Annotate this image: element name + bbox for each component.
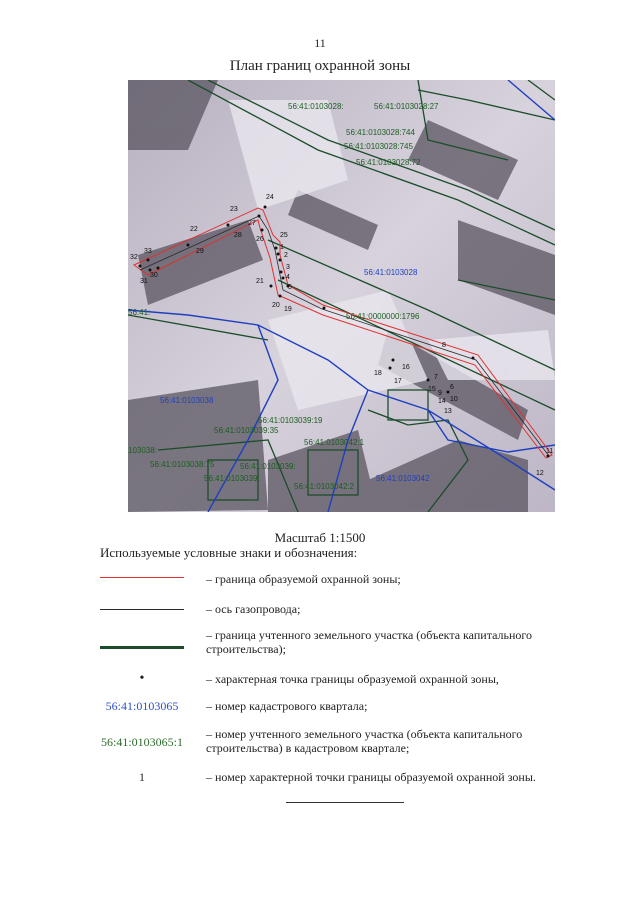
legend-text: – ось газопровода; bbox=[206, 602, 301, 616]
parcel-label: 56:41: bbox=[128, 308, 151, 317]
point-dot-icon: • bbox=[139, 671, 145, 686]
page-number: 11 bbox=[314, 36, 326, 50]
red-line-icon bbox=[100, 577, 184, 578]
point-number: 8 bbox=[442, 342, 446, 349]
point-number: 11 bbox=[546, 448, 554, 455]
parcel-label: 56:41:0103039:35 bbox=[214, 426, 279, 435]
point-number: 21 bbox=[256, 278, 264, 285]
parcel-label: 103038: bbox=[128, 446, 157, 455]
map-canvas bbox=[128, 80, 555, 512]
parcel-label: 56:41:0103028:27 bbox=[374, 102, 439, 111]
point-number: 14 bbox=[438, 398, 446, 405]
legend-text: – номер кадастрового квартала; bbox=[206, 699, 368, 713]
point-number: 1 bbox=[280, 244, 284, 251]
point-number: 22 bbox=[190, 226, 198, 233]
point-number: 3 bbox=[286, 264, 290, 271]
point-number: 5 bbox=[288, 284, 292, 291]
thick-green-line-icon bbox=[100, 646, 184, 649]
legend-text: – номер учтенного земельного участка (объекта капитального строительства) в кадастровом квартале; bbox=[206, 727, 523, 755]
point-number: 29 bbox=[196, 248, 204, 255]
point-number: 9 bbox=[438, 390, 442, 397]
parcel-label: 56:41:0103039: bbox=[204, 474, 260, 483]
point-number: 24 bbox=[266, 194, 274, 201]
parcel-label: 56:41:0103028: bbox=[288, 102, 344, 111]
point-number: 7 bbox=[434, 374, 438, 381]
quarter-label: 56:41:0103042 bbox=[376, 474, 430, 483]
page-title: План границ охранной зоны bbox=[229, 58, 411, 74]
parcel-label: 56:41:0103042:2 bbox=[294, 482, 355, 491]
legend-symbol: 1 bbox=[139, 770, 145, 784]
point-number: 31 bbox=[140, 278, 148, 285]
point-number: 30 bbox=[150, 272, 158, 279]
parcel-label: 56:41:0000000:1796 bbox=[346, 312, 420, 321]
point-number: 2 bbox=[284, 252, 288, 259]
point-number: 26 bbox=[256, 236, 264, 243]
point-number: 28 bbox=[234, 232, 242, 239]
legend-text: – граница образуемой охранной зоны; bbox=[206, 572, 401, 586]
quarter-label: 56:41:0103028 bbox=[364, 268, 418, 277]
point-number: 25 bbox=[280, 232, 288, 239]
point-number: 19 bbox=[284, 306, 292, 313]
point-number: 33 bbox=[144, 248, 152, 255]
point-number: 32 bbox=[130, 254, 138, 261]
parcel-label: 56:41:0103039:19 bbox=[258, 416, 323, 425]
point-number: 17 bbox=[394, 378, 402, 385]
point-number: 27 bbox=[248, 220, 256, 227]
parcel-label: 56:41:0103028:745 bbox=[344, 142, 413, 151]
point-number: 12 bbox=[536, 470, 544, 477]
legend-text: – характерная точка границы образуемой охранной зоны, bbox=[206, 672, 499, 686]
point-number: 16 bbox=[402, 364, 410, 371]
legend-text: – граница учтенного земельного участка (объекта капитального строительства); bbox=[206, 628, 533, 656]
point-number: 15 bbox=[428, 386, 436, 393]
quarter-label: 56:41:0103038 bbox=[160, 396, 214, 405]
parcel-label: 56:41:0103039: bbox=[240, 462, 296, 471]
parcel-label: 56:41:0103038:75 bbox=[150, 460, 215, 469]
map-scale: Масштаб 1:1500 bbox=[274, 530, 366, 545]
point-number: 23 bbox=[230, 206, 238, 213]
point-number: 20 bbox=[272, 302, 280, 309]
parcel-label: 56:41:0103042:1 bbox=[304, 438, 365, 447]
point-number: 18 bbox=[374, 370, 382, 377]
thin-line-icon bbox=[100, 609, 184, 610]
legend-symbol: 56:41:0103065 bbox=[105, 699, 179, 713]
parcel-label: 56:41:0103028:72 bbox=[356, 158, 421, 167]
point-number: 10 bbox=[450, 396, 458, 403]
point-number: 6 bbox=[450, 384, 454, 391]
point-number: 4 bbox=[286, 274, 290, 281]
point-number: 13 bbox=[444, 408, 452, 415]
legend-title: Используемые условные знаки и обозначения: bbox=[100, 545, 358, 560]
map-image bbox=[128, 80, 555, 512]
parcel-label: 56:41:0103028:744 bbox=[346, 128, 415, 137]
legend-text: – номер характерной точки границы образуемой охранной зоны. bbox=[206, 770, 536, 784]
legend-symbol: 56:41:0103065:1 bbox=[100, 735, 183, 749]
footer-divider bbox=[286, 802, 404, 803]
